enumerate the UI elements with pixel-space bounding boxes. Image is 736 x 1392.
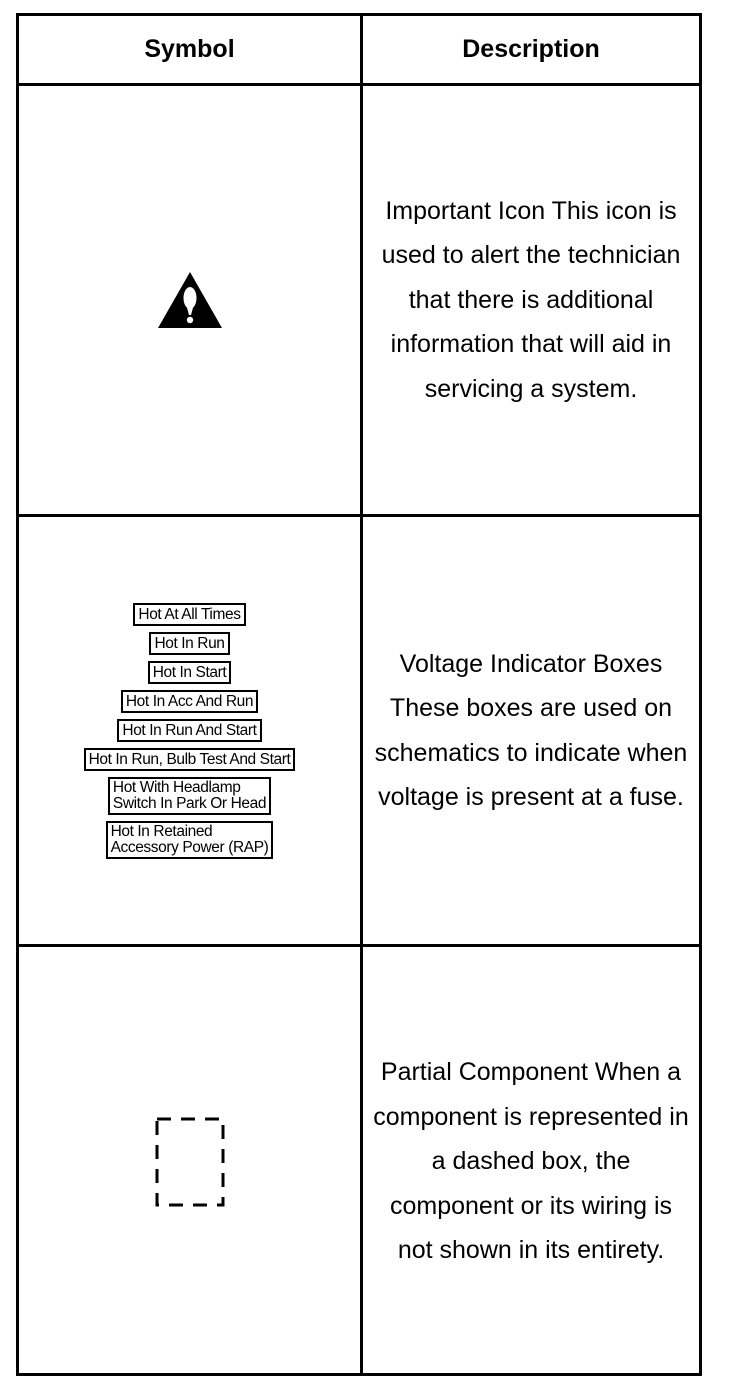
description-partial-component: Partial Component When a component is represented in a dashed box, the component or its wiring is not shown in its entirety. bbox=[373, 1058, 689, 1265]
voltage-box: Hot In Run bbox=[149, 632, 229, 655]
dashed-box-icon bbox=[154, 1116, 226, 1208]
voltage-box: Hot In Start bbox=[148, 661, 232, 684]
voltage-indicator-boxes bbox=[84, 603, 296, 859]
voltage-box: Hot With Headlamp Switch In Park Or Head bbox=[108, 777, 271, 815]
description-important: Important Icon This icon is used to alert the technician that there is additional information that will aid in servicing a system. bbox=[381, 196, 681, 403]
voltage-box: Hot At All Times bbox=[133, 603, 245, 626]
symbol-cell-important bbox=[19, 86, 360, 514]
symbol-legend-table bbox=[16, 13, 702, 1376]
symbol-cell-voltage-boxes bbox=[19, 517, 360, 944]
voltage-box: Hot In Run, Bulb Test And Start bbox=[84, 748, 296, 771]
header-symbol: Symbol bbox=[144, 35, 235, 63]
description-voltage-boxes: Voltage Indicator Boxes These boxes are used on schematics to indicate when voltage is present at a fuse. bbox=[374, 649, 688, 811]
voltage-box: Hot In Acc And Run bbox=[121, 690, 258, 713]
important-warning-triangle-icon bbox=[156, 270, 224, 330]
voltage-box: Hot In Run And Start bbox=[117, 719, 261, 742]
symbol-cell-partial-component bbox=[19, 947, 360, 1376]
header-description: Description bbox=[462, 35, 600, 63]
voltage-box: Hot In Retained Accessory Power (RAP) bbox=[106, 821, 274, 859]
